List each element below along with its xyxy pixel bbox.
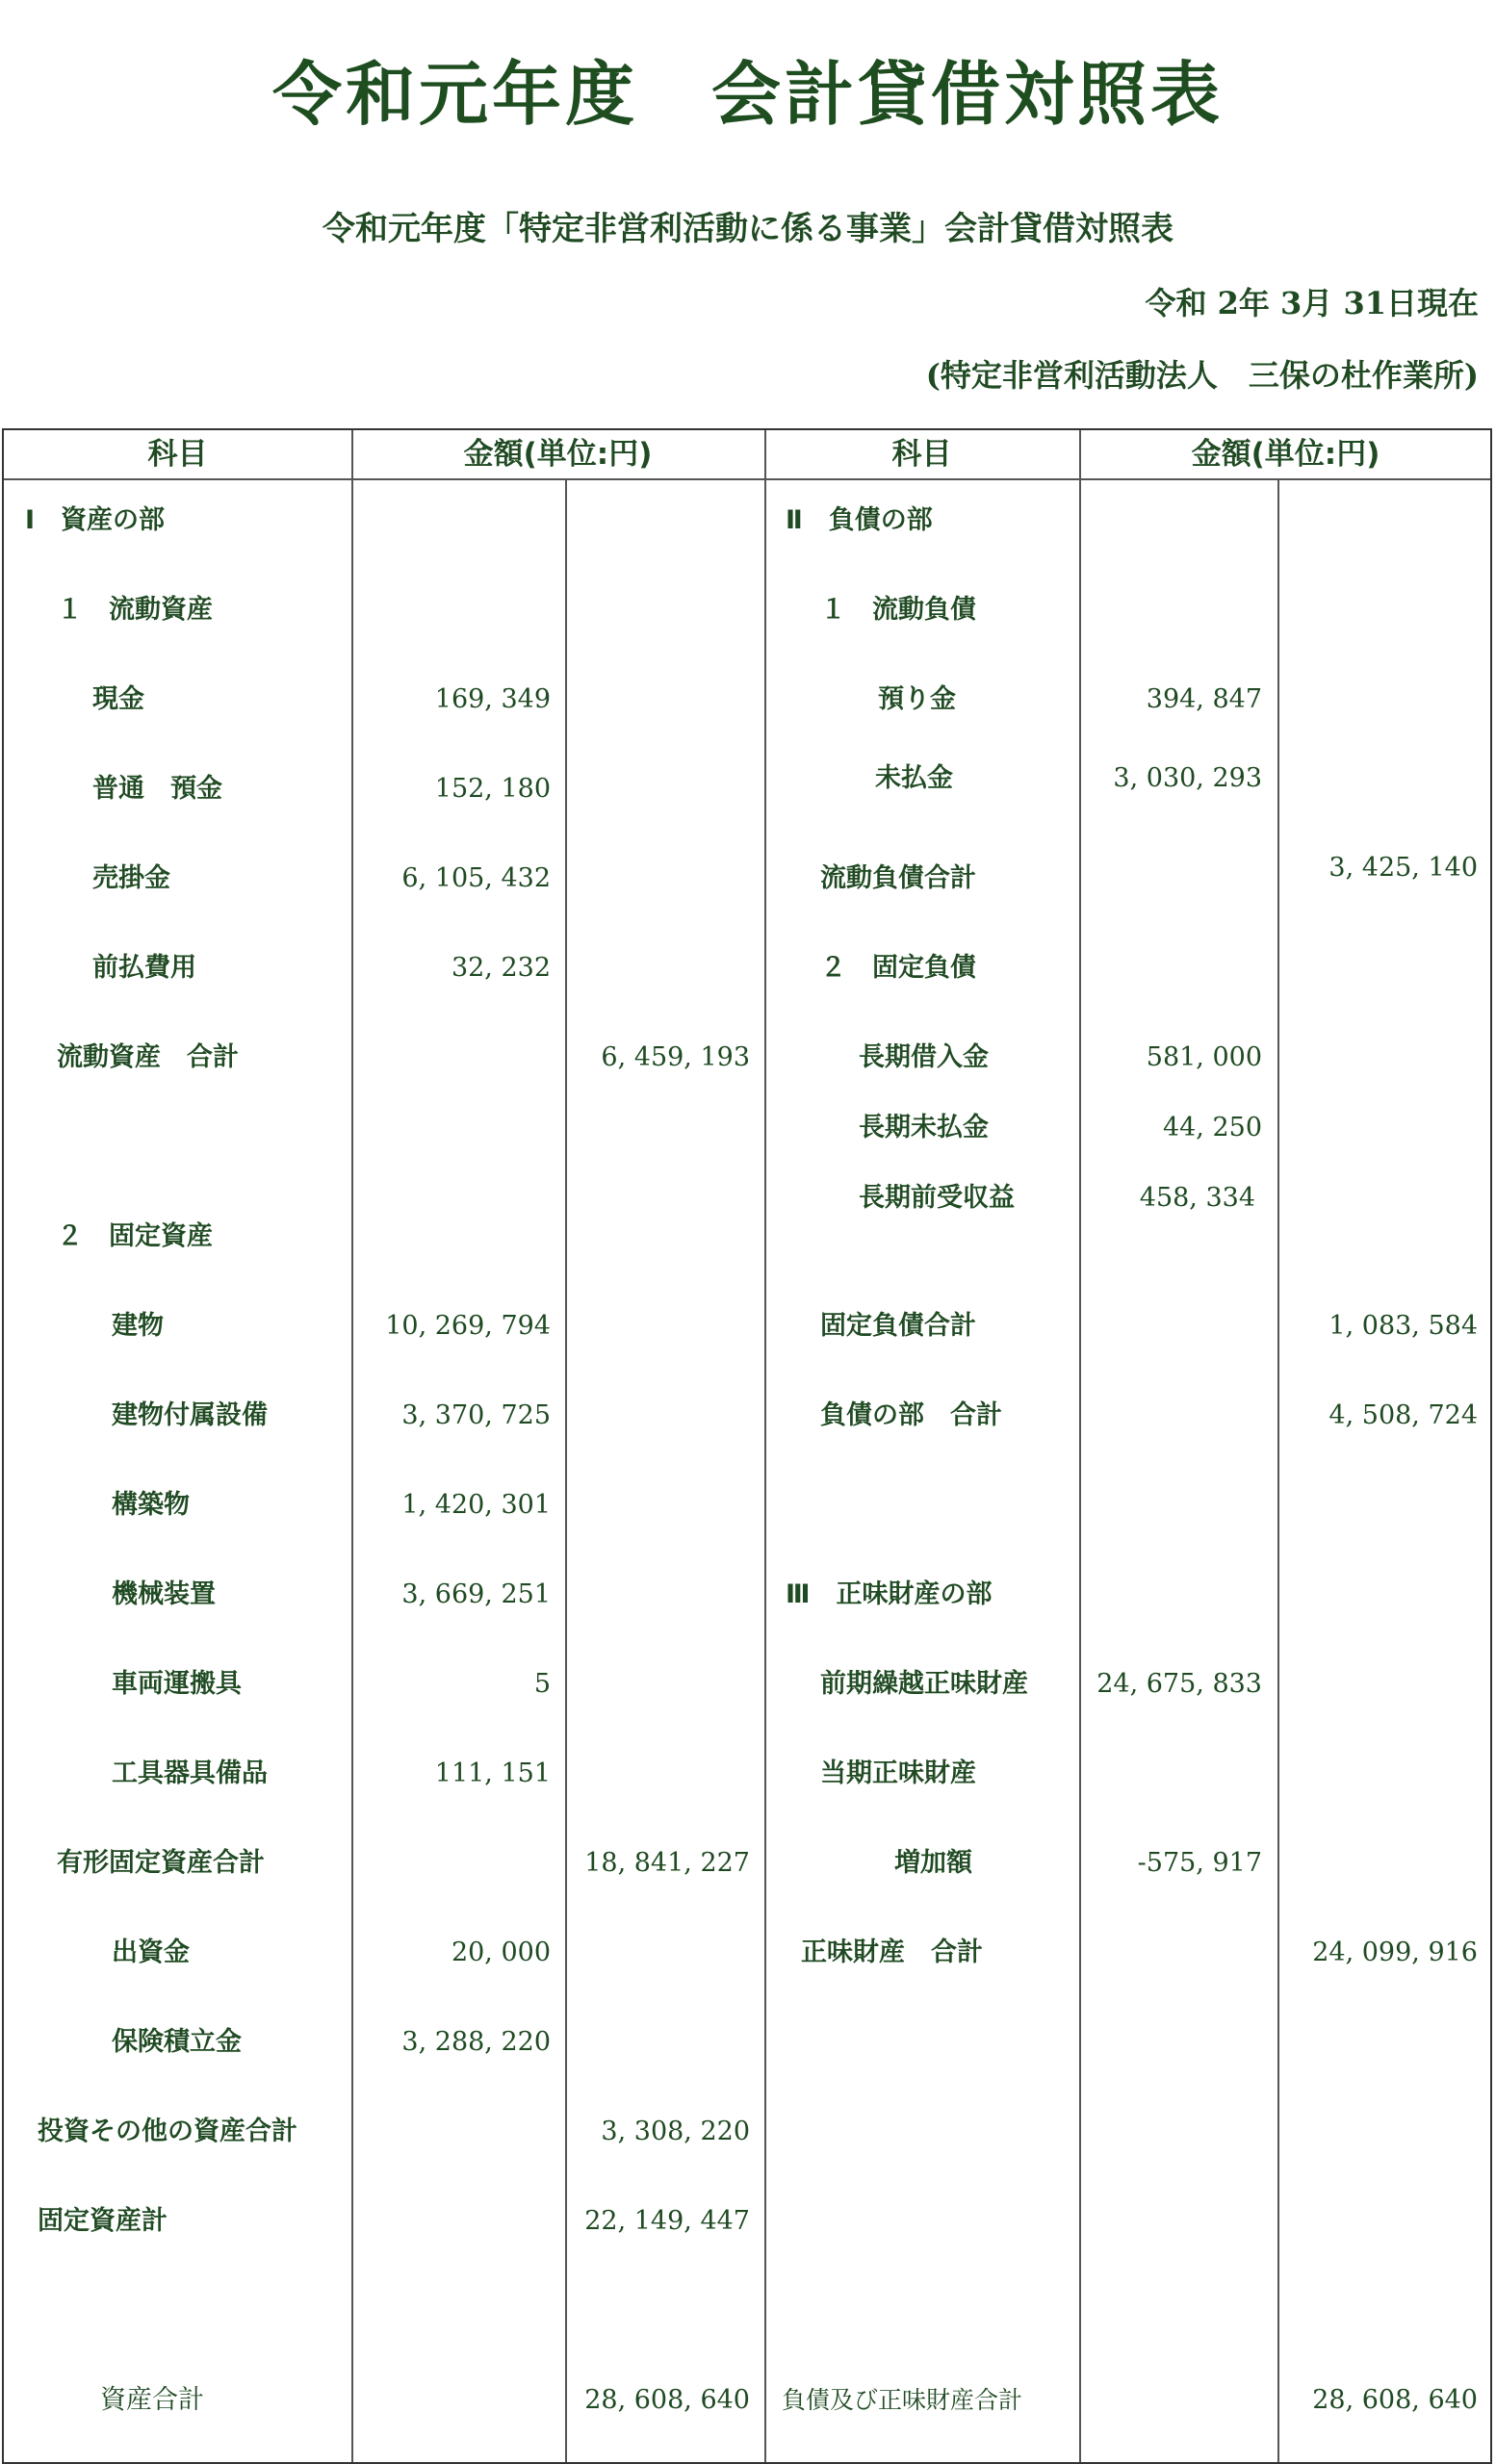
fixed-assets-total-amount: 22, 149, 447 [584,2206,750,2236]
grand-total-label: 負債及び正味財産合計 [782,2386,1023,2414]
deposits-received-amount: 394, 847 [1146,684,1262,714]
building-amount: 10, 269, 794 [385,1311,551,1341]
fixed-liabilities-total-amount: 1, 083, 584 [1328,1311,1478,1341]
tools-label: 工具器具備品 [112,1758,268,1788]
header-left-item: 科目 [147,437,208,472]
liabilities-total-amount: 4, 508, 724 [1328,1400,1478,1430]
current-liabilities-heading: １ 流動負債 [820,595,976,625]
long-advance-amount: 458, 334 [1139,1183,1255,1213]
grand-total-amount: 28, 608, 640 [1312,2385,1478,2415]
document-subtitle: 令和元年度「特定非営利活動に係る事業」会計貸借対照表 [322,210,1174,248]
deposit-amount: 152, 180 [434,774,551,804]
machinery-label: 機械装置 [112,1579,216,1609]
structure-label: 構築物 [112,1490,190,1520]
page-title: 令和元年度 会計貸借対照表 [271,54,1224,135]
organization-name: (特定非営利活動法人 三保の杜作業所) [925,357,1479,394]
investment-label: 出資金 [112,1938,190,1967]
other-assets-total-label: 投資その他の資産合計 [38,2117,297,2146]
fixed-liabilities-heading: ２ 固定負債 [820,953,976,983]
prev-net-assets-amount: 24, 675, 833 [1096,1669,1262,1699]
current-assets-total-amount: 6, 459, 193 [601,1042,750,1072]
section-liabilities: Ⅱ 負債の部 [786,505,933,535]
deposit-label: 普通 預金 [92,774,222,804]
tangible-total-amount: 18, 841, 227 [584,1848,750,1878]
column-divider [351,430,353,2462]
building-label: 建物 [112,1311,164,1341]
receivable-amount: 6, 105, 432 [401,863,551,893]
current-liabilities-total-label: 流動負債合計 [820,863,976,893]
cash-amount: 169, 349 [434,684,551,714]
vehicle-amount: 5 [533,1669,551,1699]
equipment-label: 建物付属設備 [112,1400,268,1430]
prepaid-amount: 32, 232 [451,953,551,983]
investment-amount: 20, 000 [451,1938,551,1967]
insurance-label: 保険積立金 [112,2027,242,2057]
header-left-amount: 金額(単位:円) [463,437,653,472]
fixed-assets-heading: ２ 固定資産 [57,1221,213,1251]
machinery-amount: 3, 669, 251 [401,1579,551,1609]
long-unpaid-amount: 44, 250 [1162,1113,1262,1142]
fixed-assets-total-label: 固定資産計 [38,2206,168,2236]
column-divider [764,430,766,2462]
unpaid-amount: 3, 030, 293 [1113,763,1262,793]
cash-label: 現金 [92,684,144,714]
net-assets-total-label: 正味財産 合計 [801,1938,983,1967]
tangible-total-label: 有形固定資産合計 [57,1848,265,1878]
deposits-received-label: 預り金 [878,684,956,714]
insurance-amount: 3, 288, 220 [401,2027,551,2057]
prepaid-label: 前払費用 [92,953,196,983]
increase-amount: -575, 917 [1137,1848,1262,1878]
column-divider [1277,478,1279,2462]
other-assets-total-amount: 3, 308, 220 [601,2117,750,2146]
long-loan-label: 長期借入金 [859,1042,989,1072]
equipment-amount: 3, 370, 725 [401,1400,551,1430]
unpaid-label: 未払金 [875,763,953,793]
increase-label: 増加額 [894,1848,972,1878]
section-net-assets: Ⅲ 正味財産の部 [786,1579,993,1609]
fixed-liabilities-total-label: 固定負債合計 [820,1311,976,1341]
tools-amount: 111, 151 [434,1758,551,1788]
column-divider [1079,430,1081,2462]
header-right-item: 科目 [891,437,952,472]
long-unpaid-label: 長期未払金 [859,1113,989,1142]
current-assets-heading: １ 流動資産 [57,595,213,625]
long-advance-label: 長期前受収益 [859,1183,1015,1213]
liabilities-total-label: 負債の部 合計 [820,1400,1002,1430]
assets-total-amount: 28, 608, 640 [584,2385,750,2415]
current-net-assets-label: 当期正味財産 [820,1758,976,1788]
section-assets: Ⅰ 資産の部 [25,505,166,535]
prev-net-assets-label: 前期繰越正味財産 [820,1669,1028,1699]
balance-sheet-table [2,428,1492,2464]
as-of-date: 令和 2年 3月 31日現在 [1145,285,1479,321]
column-divider [565,478,567,2462]
structure-amount: 1, 420, 301 [401,1490,551,1520]
long-loan-amount: 581, 000 [1146,1042,1262,1072]
current-liabilities-total-amount: 3, 425, 140 [1328,853,1478,883]
net-assets-total-amount: 24, 099, 916 [1312,1938,1478,1967]
assets-total-label: 資産合計 [100,2385,204,2415]
vehicle-label: 車両運搬具 [112,1669,242,1699]
header-divider [4,478,1490,480]
header-right-amount: 金額(単位:円) [1191,437,1380,472]
receivable-label: 売掛金 [92,863,170,893]
current-assets-total-label: 流動資産 合計 [57,1042,239,1072]
